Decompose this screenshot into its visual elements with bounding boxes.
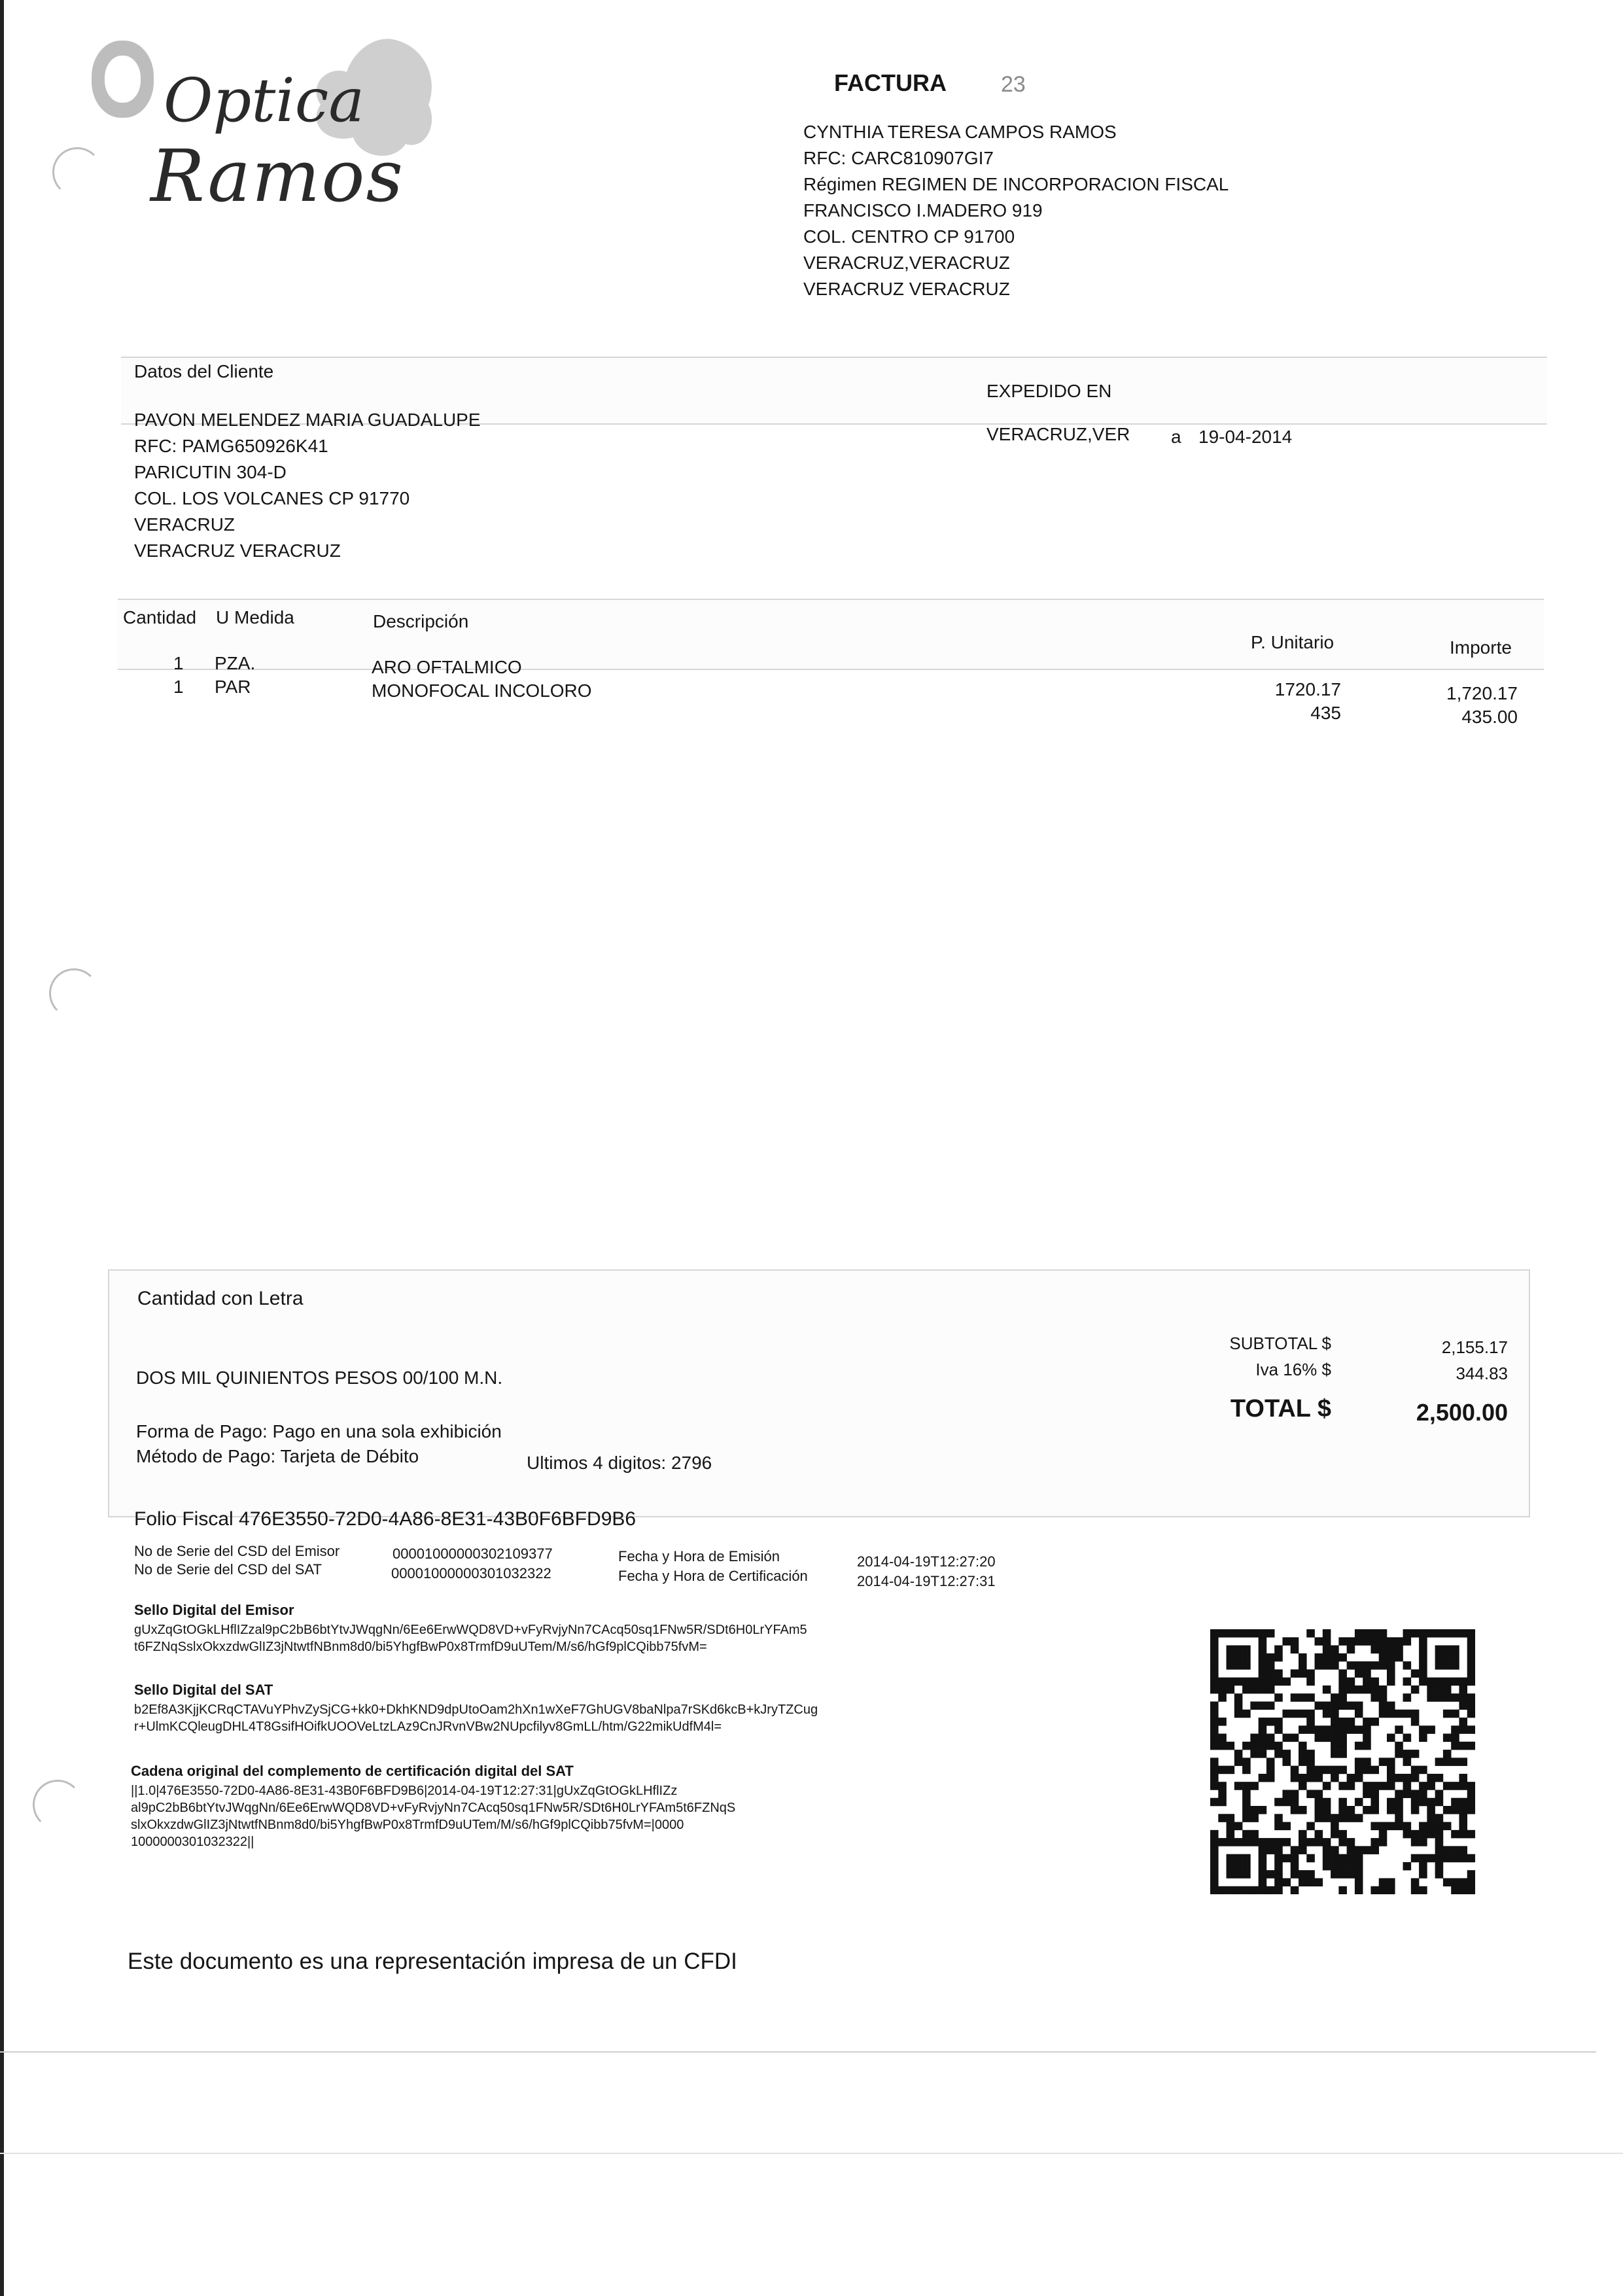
logo-text-ramos: Ramos — [150, 134, 404, 218]
client-line: PAVON MELENDEZ MARIA GUADALUPE — [134, 410, 481, 430]
invoice-title: FACTURA — [834, 69, 947, 96]
issuer-line: RFC: CARC810907GI7 — [803, 148, 994, 168]
cadena-line: al9pC2bB6btYtvJWqgNn/6Ee6ErwWQD8VD+vFyRvjyNn7CAcq50sq1FNw5R/SDt6H0LrYFAm5t6FZNqS — [131, 1801, 736, 1815]
sello-sat-line: r+UlmKCQleugDHL4T8GsifHOifkUOOVeLtzLAz9CnJRvnVBw2NUpcfilyv8GmLL/htm/G22mikUdfM4l= — [134, 1720, 722, 1734]
subtotal-value: 2,155.17 — [1441, 1337, 1508, 1357]
folio-fiscal: Folio Fiscal 476E3550-72D0-4A86-8E31-43B0F6BFD9B6 — [134, 1508, 637, 1530]
ultimos-digitos: Ultimos 4 digitos: 2796 — [527, 1453, 712, 1473]
cadena-line: slxOkxzdwGlIZ3jNtwtfNBnm8d0/bi5YhgfBwP0x8TrmfD9uUTem/M/s6/hGf9plCQibb75fvM=|0000 — [131, 1818, 684, 1832]
cadena-block — [131, 1782, 735, 1850]
cadena-line: 1000000301032322|| — [131, 1835, 254, 1849]
divider — [0, 2153, 1623, 2154]
serie-sat-value: 00001000000301032322 — [391, 1565, 551, 1581]
forma-pago: Forma de Pago: Pago en una sola exhibición — [136, 1421, 502, 1441]
company-logo — [85, 26, 451, 236]
iva-label: Iva 16% $ — [1255, 1360, 1331, 1379]
col-header-cantidad: Cantidad — [123, 607, 197, 627]
cantidad-letra: DOS MIL QUINIENTOS PESOS 00/100 M.N. — [136, 1368, 503, 1388]
col-header-descripcion: Descripción — [373, 611, 469, 631]
expedido-connector: a — [1171, 427, 1181, 447]
divider — [0, 2051, 1596, 2053]
total-value: 2,500.00 — [1416, 1399, 1508, 1426]
qr-code-graphic — [1210, 1629, 1475, 1894]
expedido-header: EXPEDIDO EN — [986, 381, 1112, 401]
sello-emisor-line: t6FZNqSslxOkxzdwGlIZ3jNtwtfNBnm8d0/bi5YhgfBwP0x8TrmfD9uUTem/M/s6/hGf9plCQibb75fvM= — [134, 1640, 707, 1654]
punch-hole-mark — [33, 1780, 82, 1829]
client-line: COL. LOS VOLCANES CP 91770 — [134, 488, 410, 508]
col-header-umedida: U Medida — [216, 607, 294, 627]
items-punitario-col — [1210, 678, 1341, 725]
client-header: Datos del Cliente — [134, 361, 274, 381]
sello-emisor-header: Sello Digital del Emisor — [134, 1602, 294, 1618]
issuer-line: VERACRUZ VERACRUZ — [803, 279, 1010, 299]
items-importe-col — [1387, 682, 1518, 729]
fecha-cert-value: 2014-04-19T12:27:31 — [857, 1573, 996, 1589]
item-importe: 435.00 — [1461, 707, 1518, 727]
items-descripcion-col — [372, 656, 592, 703]
subtotal-label: SUBTOTAL $ — [1229, 1333, 1331, 1353]
total-label: TOTAL $ — [1230, 1395, 1331, 1422]
punch-hole-mark — [49, 968, 99, 1018]
expedido-date: 19-04-2014 — [1198, 427, 1293, 447]
issuer-line: VERACRUZ,VERACRUZ — [803, 253, 1010, 273]
fecha-cert-label: Fecha y Hora de Certificación — [618, 1568, 808, 1584]
client-line: RFC: PAMG650926K41 — [134, 436, 328, 456]
cfdi-note: Este documento es una representación impresa de un CFDI — [128, 1949, 737, 1974]
fecha-emision-value: 2014-04-19T12:27:20 — [857, 1553, 996, 1570]
item-importe: 1,720.17 — [1446, 683, 1518, 703]
col-header-punitario: P. Unitario — [1251, 632, 1335, 652]
client-block — [134, 407, 481, 564]
cadena-line: ||1.0|476E3550-72D0-4A86-8E31-43B0F6BFD9B6|2014-04-19T12:27:31|gUxZqGtOGkLHflIZz — [131, 1784, 678, 1798]
item-descripcion: ARO OFTALMICO — [372, 657, 522, 677]
logo-text-optica: Optica — [164, 65, 365, 135]
sello-emisor-line: gUxZqGtOGkLHflIZzal9pC2bB6btYtvJWqgNn/6Ee6ErwWQD8VD+vFyRvjyNn7CAcq50sq1FNw5R/SDt6H0LrYFAm5 — [134, 1623, 807, 1637]
issuer-line: COL. CENTRO CP 91700 — [803, 226, 1015, 247]
item-punitario: 1720.17 — [1274, 679, 1341, 699]
expedido-place: VERACRUZ,VER — [986, 424, 1130, 444]
sello-sat-block — [134, 1701, 818, 1735]
metodo-pago: Método de Pago: Tarjeta de Débito — [136, 1446, 419, 1466]
cantidad-letra-header: Cantidad con Letra — [137, 1288, 304, 1309]
client-line: PARICUTIN 304-D — [134, 462, 287, 482]
item-descripcion: MONOFOCAL INCOLORO — [372, 680, 592, 701]
scan-edge — [0, 0, 4, 2296]
issuer-line: CYNTHIA TERESA CAMPOS RAMOS — [803, 122, 1117, 142]
sello-emisor-block — [134, 1621, 807, 1655]
issuer-block — [803, 119, 1229, 302]
sello-sat-header: Sello Digital del SAT — [134, 1682, 273, 1698]
invoice-number: 23 — [1001, 72, 1026, 97]
item-cantidad: 1 — [173, 653, 184, 673]
item-umedida: PAR — [215, 677, 251, 697]
item-cantidad: 1 — [173, 677, 184, 697]
col-header-importe: Importe — [1450, 637, 1512, 658]
items-cantidad-col — [173, 652, 184, 699]
sello-sat-line: b2Ef8A3KjjKCRqCTAVuYPhvZySjCG+kk0+DkhKND9dpUtoOam2hXn1wXeF7GhUGV8baNlpa7rSKd6kcB+kJryTZCug — [134, 1703, 818, 1717]
iva-value: 344.83 — [1456, 1364, 1508, 1383]
issuer-line: FRANCISCO I.MADERO 919 — [803, 200, 1043, 221]
serie-emisor-value: 00001000000302109377 — [393, 1545, 553, 1562]
client-line: VERACRUZ VERACRUZ — [134, 540, 341, 561]
item-punitario: 435 — [1310, 703, 1341, 723]
serie-emisor-label: No de Serie del CSD del Emisor — [134, 1543, 340, 1559]
items-umedida-col — [215, 652, 255, 699]
totals-box — [108, 1269, 1530, 1517]
issuer-line: Régimen REGIMEN DE INCORPORACION FISCAL — [803, 174, 1229, 194]
fecha-emision-label: Fecha y Hora de Emisión — [618, 1548, 780, 1564]
serie-sat-label: No de Serie del CSD del SAT — [134, 1561, 322, 1578]
qr-code — [1210, 1629, 1475, 1894]
cadena-header: Cadena original del complemento de certificación digital del SAT — [131, 1763, 574, 1779]
item-umedida: PZA. — [215, 653, 256, 673]
client-line: VERACRUZ — [134, 514, 236, 535]
